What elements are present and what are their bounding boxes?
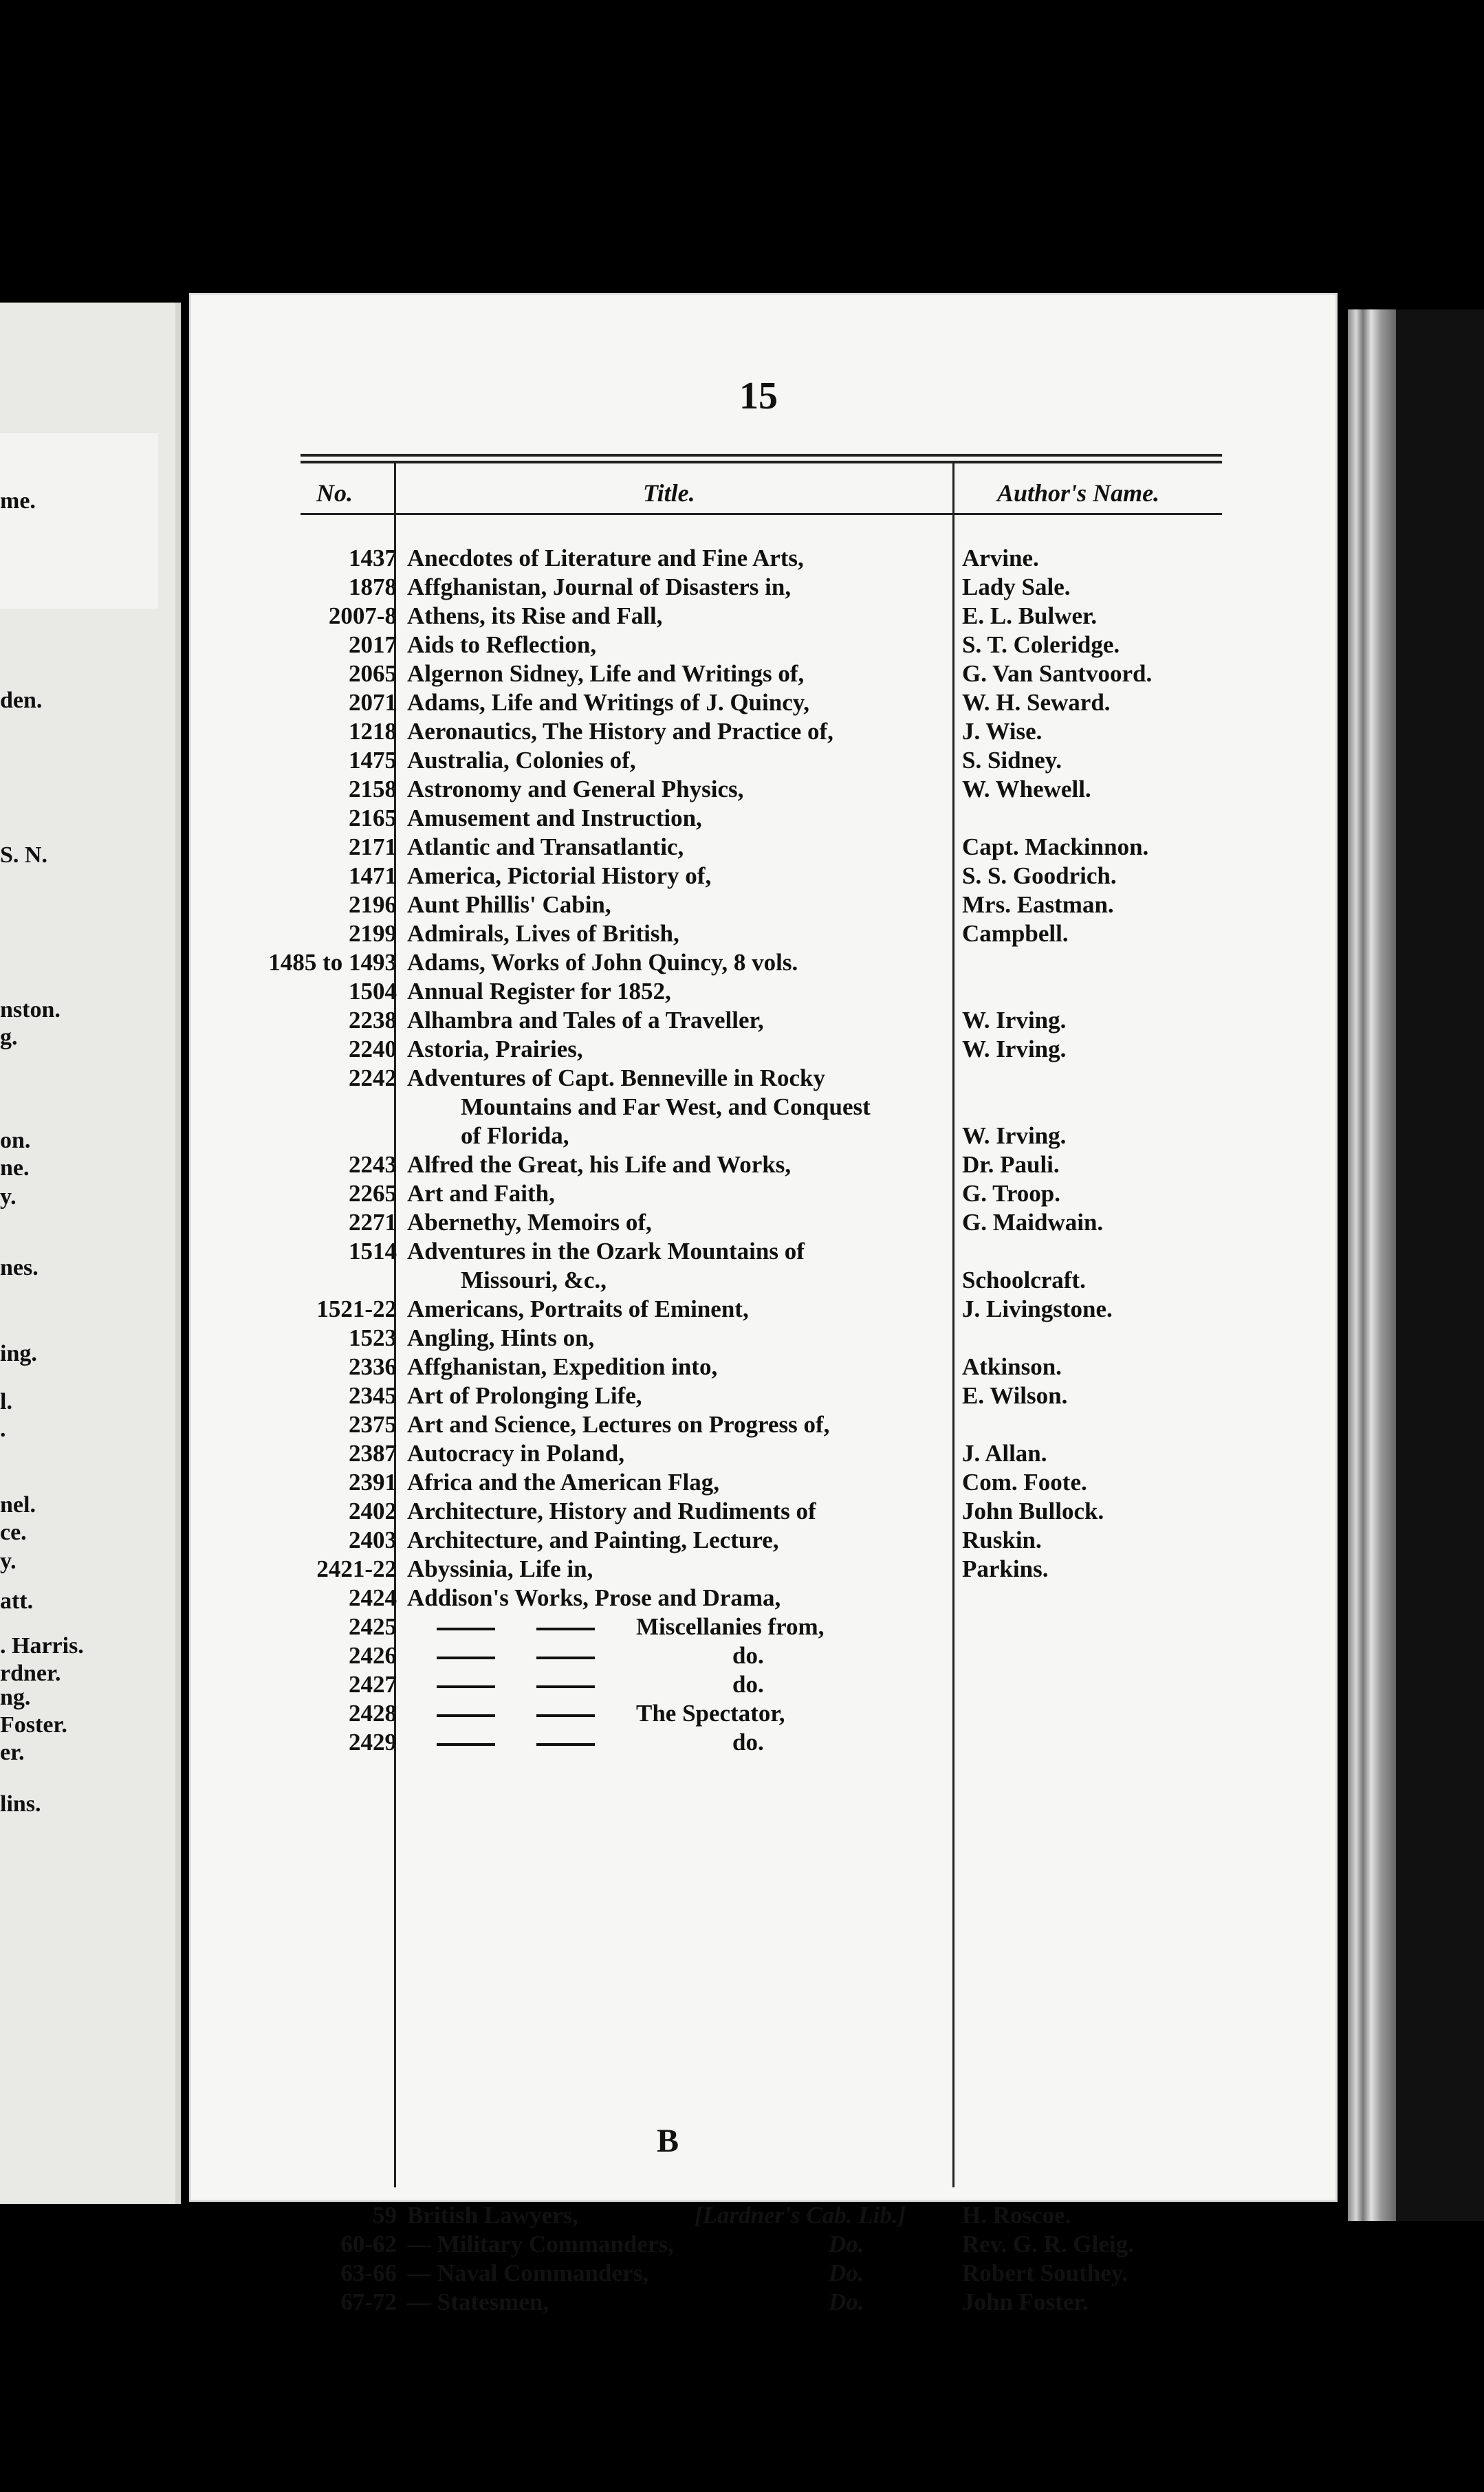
entry-number: 2271 [349,1209,397,1236]
entry-number: 2158 [349,776,397,802]
catalog-entry [189,1179,1338,1208]
catalog-entry-b [189,2259,1338,2288]
catalog-entry [189,977,1338,1006]
entry-number: 2196 [349,891,397,918]
column-header-no: No. [316,479,353,507]
entry-number: 2242 [349,1064,397,1091]
entry-number: 2429 [349,1729,397,1756]
entry-author: G. Maidwain. [962,1209,1104,1236]
entry-title-text: Miscellanies from, [636,1613,825,1640]
entry-number: 2387 [349,1440,397,1467]
entry-title: Athens, its Rise and Fall, [407,602,663,629]
header-underline [301,513,1222,515]
entry-title: Adventures of Capt. Benneville in Rocky [407,1064,825,1091]
facing-page-text [0,303,172,2204]
ditto-dash [536,1657,595,1659]
catalog-entry [189,1497,1338,1526]
catalog-entry [189,1555,1338,1584]
entry-author: John Foster. [962,2288,1089,2315]
catalog-entry [189,804,1338,833]
entry-number: 1514 [349,1238,397,1265]
facing-page-fragment: ing. [0,1341,37,1366]
entry-title: Aids to Reflection, [407,631,597,658]
entry-number: 2402 [349,1498,397,1524]
catalog-entry [189,573,1338,602]
catalog-entry [189,890,1338,919]
entry-number: 2243 [349,1151,397,1178]
facing-page-fragment: lins. [0,1791,41,1817]
entry-number: 2424 [349,1584,397,1611]
entry-author: Arvine. [962,545,1039,571]
entry-author: Mrs. Eastman. [962,891,1114,918]
catalog-entry [189,1237,1338,1266]
entry-number: 60-62 [340,2231,397,2258]
entry-author: Com. Foote. [962,1469,1087,1496]
catalog-entry [189,1064,1338,1093]
facing-page-fragment: . Harris. [0,1633,84,1659]
catalog-entry [189,544,1338,573]
column-header-title: Title. [643,479,695,507]
ditto-dash [437,1657,495,1659]
entry-reference: Do. [829,2288,864,2315]
entry-title [437,1641,764,1670]
ditto-dash [437,1628,495,1630]
catalog-entry [189,1526,1338,1555]
entry-title: — Naval Commanders, [407,2260,648,2286]
entry-author: Ruskin. [962,1527,1042,1553]
entry-number: 2427 [349,1671,397,1698]
entry-number: 2391 [349,1469,397,1496]
catalog-entry [189,746,1338,775]
entry-title-text: The Spectator, [636,1700,785,1727]
entry-title: Adams, Works of John Quincy, 8 vols. [407,949,798,976]
catalog-entry [189,1150,1338,1179]
entry-author: W. Irving. [962,1036,1067,1062]
entry-author: E. Wilson. [962,1382,1068,1409]
entry-number: 2199 [349,920,397,947]
catalog-entry [189,1439,1338,1468]
entry-title: Alhambra and Tales of a Traveller, [407,1007,764,1034]
entry-author: S. S. Goodrich. [962,862,1117,889]
entry-author: Rev. G. R. Gleig. [962,2231,1134,2258]
entry-author: Capt. Mackinnon. [962,833,1149,860]
catalog-entry [189,862,1338,890]
facing-page-fragment: rdner. [0,1661,61,1686]
entry-number: 2240 [349,1036,397,1062]
entry-number: 2071 [349,689,397,716]
catalog-entry [189,1295,1338,1324]
entry-author: W. Irving. [962,1122,1067,1149]
entry-number: 2065 [349,660,397,687]
ditto-dash [536,1628,595,1630]
entry-number: 2425 [349,1613,397,1640]
entry-number: 1878 [349,573,397,600]
entry-number: 2336 [349,1353,397,1380]
entry-title: Astronomy and General Physics, [407,776,744,802]
catalog-entry [189,1035,1338,1064]
ditto-dash [536,1714,595,1717]
entry-author: G. Van Santvoord. [962,660,1153,687]
entry-title: Abernethy, Memoirs of, [407,1209,652,1236]
header-rule [301,461,1222,463]
entry-author: J. Livingstone. [962,1296,1113,1322]
entry-title-text: do. [732,1671,764,1698]
catalog-page [189,293,1338,2315]
entry-title: Aeronautics, The History and Practice of, [407,718,833,745]
facing-page-fragment: on. [0,1128,31,1153]
entry-title: Missouri, &c., [461,1267,607,1293]
entry-reference: Do. [829,2260,864,2286]
entry-title [437,1699,785,1728]
catalog-entry-b [189,2201,1338,2230]
catalog-entry [189,717,1338,746]
entry-title-text: do. [732,1642,764,1669]
entry-author: J. Wise. [962,718,1043,745]
entry-author: W. H. Seward. [962,689,1111,716]
entry-author: S. Sidney. [962,747,1062,774]
entry-author: Robert Southey. [962,2260,1128,2286]
entry-title: Architecture, and Painting, Lecture, [407,1527,779,1553]
entry-title: Aunt Phillis' Cabin, [407,891,611,918]
entry-title: Art and Faith, [407,1180,555,1207]
book-page-edges [1348,309,1396,2221]
facing-page-fragment: l. [0,1389,12,1414]
entry-reference: Do. [829,2231,864,2258]
facing-page-fragment: er. [0,1740,25,1765]
catalog-entry [189,602,1338,631]
entry-title: Annual Register for 1852, [407,978,671,1005]
entry-title: Addison's Works, Prose and Drama, [407,1584,781,1611]
entry-title: Adams, Life and Writings of J. Quincy, [407,689,810,716]
facing-page-fragment: ng. [0,1685,31,1710]
catalog-entry [189,1641,1338,1670]
entry-author: S. T. Coleridge. [962,631,1120,658]
catalog-entry [189,775,1338,804]
catalog-entry [189,1410,1338,1439]
column-header-author: Author's Name. [997,479,1160,507]
catalog-entry [189,1353,1338,1381]
catalog-entry [189,1670,1338,1699]
entry-number: 2238 [349,1007,397,1034]
entry-title: British Lawyers, [407,2202,578,2229]
entry-title: Anecdotes of Literature and Fine Arts, [407,545,804,571]
entry-title: Alfred the Great, his Life and Works, [407,1151,792,1178]
entry-title [437,1670,764,1699]
entry-number: 63-66 [340,2260,397,2286]
entry-title: Adventures in the Ozark Mountains of [407,1238,805,1265]
entry-author: Schoolcraft. [962,1267,1086,1293]
entry-title: — Statesmen, [407,2288,549,2315]
entry-title: Australia, Colonies of, [407,747,636,774]
entry-title-text: do. [732,1729,764,1756]
entry-number: 2017 [349,631,397,658]
ditto-dash [437,1743,495,1746]
entry-number: 1485 to 1493 [268,949,397,976]
entry-number: 2421-22 [316,1555,397,1582]
facing-page [0,303,181,2204]
entry-title: Africa and the American Flag, [407,1469,719,1496]
entry-number: 2426 [349,1642,397,1669]
entry-title: Admirals, Lives of British, [407,920,679,947]
catalog-entry [189,1208,1338,1237]
entry-author: G. Troop. [962,1180,1060,1207]
catalog-entry [189,1122,1338,1150]
header-rule [301,454,1222,457]
entry-author: W. Irving. [962,1007,1067,1034]
catalog-entry [189,1324,1338,1353]
entry-number: 59 [373,2202,397,2229]
entry-title [437,1728,764,1757]
catalog-entry [189,1613,1338,1641]
catalog-entry [189,1584,1338,1613]
facing-page-fragment: nes. [0,1255,39,1280]
entry-reference: [Lardner's Cab. Lib.] [695,2202,906,2229]
entry-number: 1471 [349,862,397,889]
facing-page-fragment: Foster. [0,1712,67,1738]
facing-page-fragment: den. [0,688,43,713]
entry-number: 2428 [349,1700,397,1727]
entry-number: 1504 [349,978,397,1005]
catalog-entry [189,631,1338,659]
entry-title: Amusement and Instruction, [407,805,702,831]
entry-title: Atlantic and Transatlantic, [407,833,684,860]
facing-page-fragment: y. [0,1184,17,1210]
entry-title: America, Pictorial History of, [407,862,712,889]
entry-number: 67-72 [340,2288,397,2315]
entry-author: H. Roscoe. [962,2202,1071,2229]
entry-author: E. L. Bulwer. [962,602,1098,629]
entry-title: Americans, Portraits of Eminent, [407,1296,749,1322]
entry-title: of Florida, [461,1122,569,1149]
catalog-entry [189,1266,1338,1295]
section-letter: B [657,2123,679,2159]
entry-title: Art and Science, Lectures on Progress of, [407,1411,830,1438]
entry-author: Parkins. [962,1555,1049,1582]
entry-title: Algernon Sidney, Life and Writings of, [407,660,805,687]
entry-title: Angling, Hints on, [407,1324,595,1351]
page-number: 15 [739,375,778,417]
entry-author: Lady Sale. [962,573,1071,600]
facing-page-fragment: . [0,1417,6,1442]
facing-page-fragment: att. [0,1588,34,1614]
catalog-entry [189,1699,1338,1728]
catalog-entry [189,948,1338,977]
ditto-dash [536,1743,595,1746]
facing-page-fragment: ne. [0,1155,30,1181]
facing-page-fragment: nel. [0,1492,36,1518]
entry-title: Astoria, Prairies, [407,1036,583,1062]
catalog-entry [189,1093,1338,1122]
entry-title: Affghanistan, Expedition into, [407,1353,718,1380]
ditto-dash [437,1714,495,1717]
entry-title: Abyssinia, Life in, [407,1555,593,1582]
catalog-entry-b [189,2288,1338,2317]
entry-number: 2403 [349,1527,397,1553]
entry-author: J. Allan. [962,1440,1047,1467]
entry-number: 2265 [349,1180,397,1207]
ditto-dash [536,1685,595,1688]
entry-title: Autocracy in Poland, [407,1440,624,1467]
ditto-dash [437,1685,495,1688]
entry-number: 1475 [349,747,397,774]
catalog-entry [189,1381,1338,1410]
catalog-entry [189,1006,1338,1035]
entry-title: Architecture, History and Rudiments of [407,1498,816,1524]
entry-number: 2345 [349,1382,397,1409]
background-strip [1396,309,1484,2221]
catalog-entry [189,688,1338,717]
entry-number: 2007-8 [328,602,397,629]
entry-title [437,1613,824,1641]
entry-number: 2375 [349,1411,397,1438]
entry-title: Mountains and Far West, and Conquest [461,1093,871,1120]
entry-author: Atkinson. [962,1353,1062,1380]
entry-number: 2171 [349,833,397,860]
facing-page-fragment: ce. [0,1520,27,1545]
entry-number: 1218 [349,718,397,745]
entry-author: Campbell. [962,920,1069,947]
entry-number: 1523 [349,1324,397,1351]
facing-page-fragment: y. [0,1549,17,1574]
catalog-entry [189,833,1338,862]
catalog-entry [189,659,1338,688]
facing-page-fragment: g. [0,1025,18,1050]
facing-page-fragment: me. [0,488,36,514]
catalog-entry [189,1728,1338,1757]
entry-author: Dr. Pauli. [962,1151,1060,1178]
entry-title: Art of Prolonging Life, [407,1382,642,1409]
facing-page-fragment: nston. [0,997,61,1023]
facing-page-fragment: S. N. [0,842,47,868]
entry-author: John Bullock. [962,1498,1104,1524]
entry-author: W. Whewell. [962,776,1091,802]
entry-title: Affghanistan, Journal of Disasters in, [407,573,792,600]
catalog-entry [189,1468,1338,1497]
entry-number: 2165 [349,805,397,831]
catalog-entry [189,919,1338,948]
entry-number: 1437 [349,545,397,571]
entry-number: 1521-22 [316,1296,397,1322]
catalog-entry-b [189,2230,1338,2259]
entry-title: — Military Commanders, [407,2231,674,2258]
